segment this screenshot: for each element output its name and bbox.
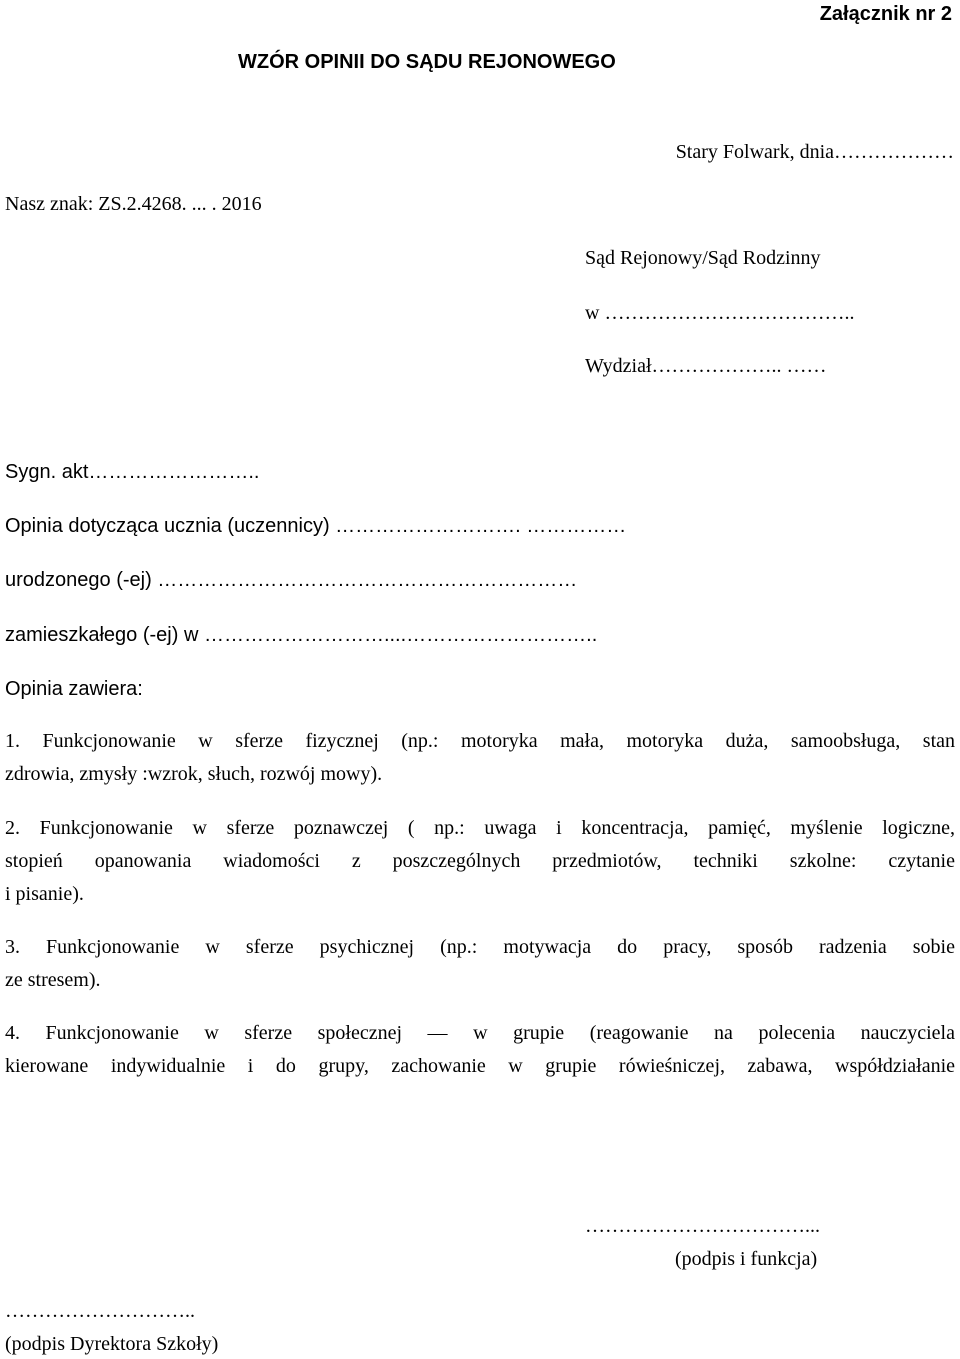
item-cognitive-line: stopień opanowania wiadomości z poszczególnych przedmiotów, techniki szkolne: czytanie bbox=[5, 850, 955, 872]
attachment-label: Załącznik nr 2 bbox=[819, 3, 952, 25]
court-city: w ……………………………….. bbox=[585, 302, 855, 324]
opinion-intro: Opinia zawiera: bbox=[5, 678, 143, 700]
residence-field: zamieszkałego (-ej) w ………………………....……………………….. bbox=[5, 624, 598, 646]
document-title: WZÓR OPINII DO SĄDU REJONOWEGO bbox=[238, 51, 616, 73]
opinion-subject: Opinia dotycząca ucznia (uczennicy) ………………………. …………… bbox=[5, 515, 627, 537]
signature-line-right: ……………………………... bbox=[585, 1215, 820, 1237]
birth-field: urodzonego (-ej) ……………………………………………………… bbox=[5, 569, 578, 591]
court-division: Wydział……………….. …… bbox=[585, 355, 827, 377]
item-physical-line: zdrowia, zmysły :wzrok, słuch, rozwój mowy). bbox=[5, 763, 383, 785]
item-cognitive-line: i pisanie). bbox=[5, 883, 84, 905]
signature-line-director: ……………………….. bbox=[5, 1300, 195, 1322]
item-psychological-line: ze stresem). bbox=[5, 969, 101, 991]
signature-label-director: (podpis Dyrektora Szkoły) bbox=[5, 1333, 219, 1355]
our-reference: Nasz znak: ZS.2.4268. ... . 2016 bbox=[5, 193, 262, 215]
court-name: Sąd Rejonowy/Sąd Rodzinny bbox=[585, 247, 821, 269]
case-signature: Sygn. akt…………………….. bbox=[5, 461, 260, 483]
item-social-line: kierowane indywidualnie i do grupy, zachowanie w grupie rówieśniczej, zabawa, współdziałanie bbox=[5, 1055, 955, 1077]
place-date: Stary Folwark, dnia……………… bbox=[675, 141, 954, 163]
signature-label-right: (podpis i funkcja) bbox=[675, 1248, 818, 1270]
item-psychological-line: 3. Funkcjonowanie w sferze psychicznej (np.: motywacja do pracy, sposób radzenia sobie bbox=[5, 936, 955, 958]
item-cognitive-line: 2. Funkcjonowanie w sferze poznawczej ( np.: uwaga i koncentracja, pamięć, myślenie logiczne, bbox=[5, 817, 955, 839]
item-physical-line: 1. Funkcjonowanie w sferze fizycznej (np.: motoryka mała, motoryka duża, samoobsługa, stan bbox=[5, 730, 955, 752]
item-social-line: 4. Funkcjonowanie w sferze społecznej — w grupie (reagowanie na polecenia nauczyciela bbox=[5, 1022, 955, 1044]
